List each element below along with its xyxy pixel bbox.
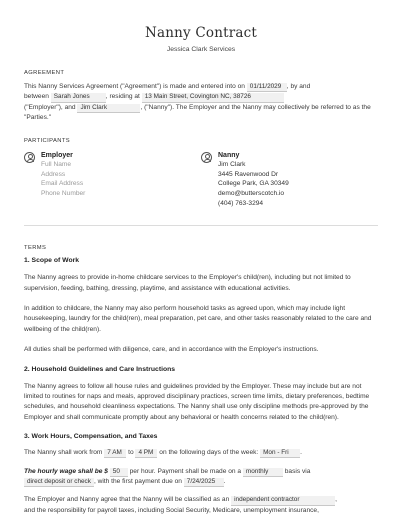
nanny-party [201, 151, 378, 210]
terms-label: TERMS [24, 245, 47, 252]
employer-name-field[interactable]: Sarah Jones [51, 93, 106, 102]
nanny-email: demo@butterscotch.io [218, 190, 285, 198]
hourly-rate-field[interactable]: 50 [110, 468, 128, 477]
work-days-field[interactable]: Mon - Fri [260, 449, 300, 458]
document-subtitle: Jessica Clark Services [166, 46, 236, 53]
hours-heading: 3. Work Hours, Compensation, and Taxes [24, 433, 158, 441]
employer-party [24, 151, 201, 210]
agreement-paragraph: This Nanny Services Agreement ("Agreement") is made and entered into on 01/11/2029 , by and between Sarah Jones , residing at 13 Main Street, Covington NC, 38726 ("Employer"), and Jim Clark , ("Nanny"). The Employer and the Nanny may collectively be referred to as the "Parties." [24, 83, 371, 122]
nanny-name-field[interactable]: Jim Clark [77, 104, 140, 113]
nanny-phone: (404) 763-3294 [218, 200, 264, 208]
start-time-field[interactable]: 7 AM [104, 449, 126, 458]
scope-paragraph-2: In addition to childcare, the Nanny may also perform household tasks as agreed upon, which may include light housekeeping, laundry for the child(ren), meal preparation, pet care, and other tasks reasonably related to the care and wellbeing of the child(ren). [24, 304, 372, 333]
scope-paragraph-3: All duties shall be performed with diligence, care, and in accordance with the Employer's instructions. [24, 346, 319, 354]
agreement-label: AGREEMENT [24, 70, 65, 76]
first-payment-date-field[interactable]: 7/24/2025 [184, 478, 224, 487]
nanny-address-line2: College Park, GA 30349 [218, 180, 289, 188]
payment-method-field[interactable]: direct deposit or check [24, 478, 94, 487]
employer-address-field[interactable]: 13 Main Street, Covington NC, 38726 [142, 93, 284, 102]
nanny-address-line1: 3445 Ravenwood Dr [218, 170, 279, 178]
nanny-full-name: Jim Clark [218, 160, 246, 168]
agreement-date-field[interactable]: 01/11/2029 [247, 83, 287, 92]
hourly-wage-label: The hourly wage shall be $ [24, 467, 108, 475]
person-icon [24, 152, 35, 163]
hours-paragraph: The Nanny shall work from 7 AM to 4 PM on the following days of the week: Mon - Fri . [24, 448, 378, 458]
scope-paragraph-1: The Nanny agrees to provide in-home childcare services to the Employer's child(ren), including but not limited to supervision, feeding, bathing, dressing, playtime, and assistance with educational activities. [24, 274, 351, 292]
guidelines-paragraph: The Nanny agrees to follow all house rules and guidelines provided by the Employer. These may include but are not limited to routines for naps and meals, approved disciplinary practices, screen time limits, dietary preferences, bedtime schedules, and household cleanliness expectations. The Nanny shall use only discipline methods pre-approved by the Employer and shall communicate promptly about any behavioral or health concerns related to the child(ren). [24, 382, 370, 421]
section-divider [24, 225, 378, 226]
payment-frequency-field[interactable]: monthly [243, 468, 283, 477]
person-icon [201, 152, 212, 163]
guidelines-heading: 2. Household Guidelines and Care Instructions [24, 365, 176, 373]
participants-label: PARTICIPANTS [24, 137, 71, 144]
scope-heading: 1. Scope of Work [24, 257, 80, 265]
agreement-section [24, 70, 378, 124]
participants-section [24, 138, 378, 210]
employer-phone[interactable]: Phone Number [41, 190, 86, 198]
classification-field[interactable]: independent contractor [231, 496, 335, 505]
employer-title: Employer [41, 151, 73, 159]
employer-full-name[interactable]: Full Name [41, 160, 72, 168]
classification-paragraph: The Employer and Nanny agree that the Nanny will be classified as an independent contractor , and the responsibility for payroll taxes, including Social Security, Medicare, unemployment insurance, [24, 496, 337, 514]
nanny-title: Nanny [218, 151, 240, 159]
employer-email[interactable]: Email Address [41, 180, 84, 188]
document-title: Nanny Contract [144, 25, 258, 41]
wage-paragraph: The hourly wage shall be $ 50 per hour. Payment shall be made on a monthly basis via direct deposit or check , with the first payment due on 7/24/2025 . [24, 467, 378, 488]
end-time-field[interactable]: 4 PM [135, 449, 157, 458]
employer-address[interactable]: Address [41, 170, 66, 178]
